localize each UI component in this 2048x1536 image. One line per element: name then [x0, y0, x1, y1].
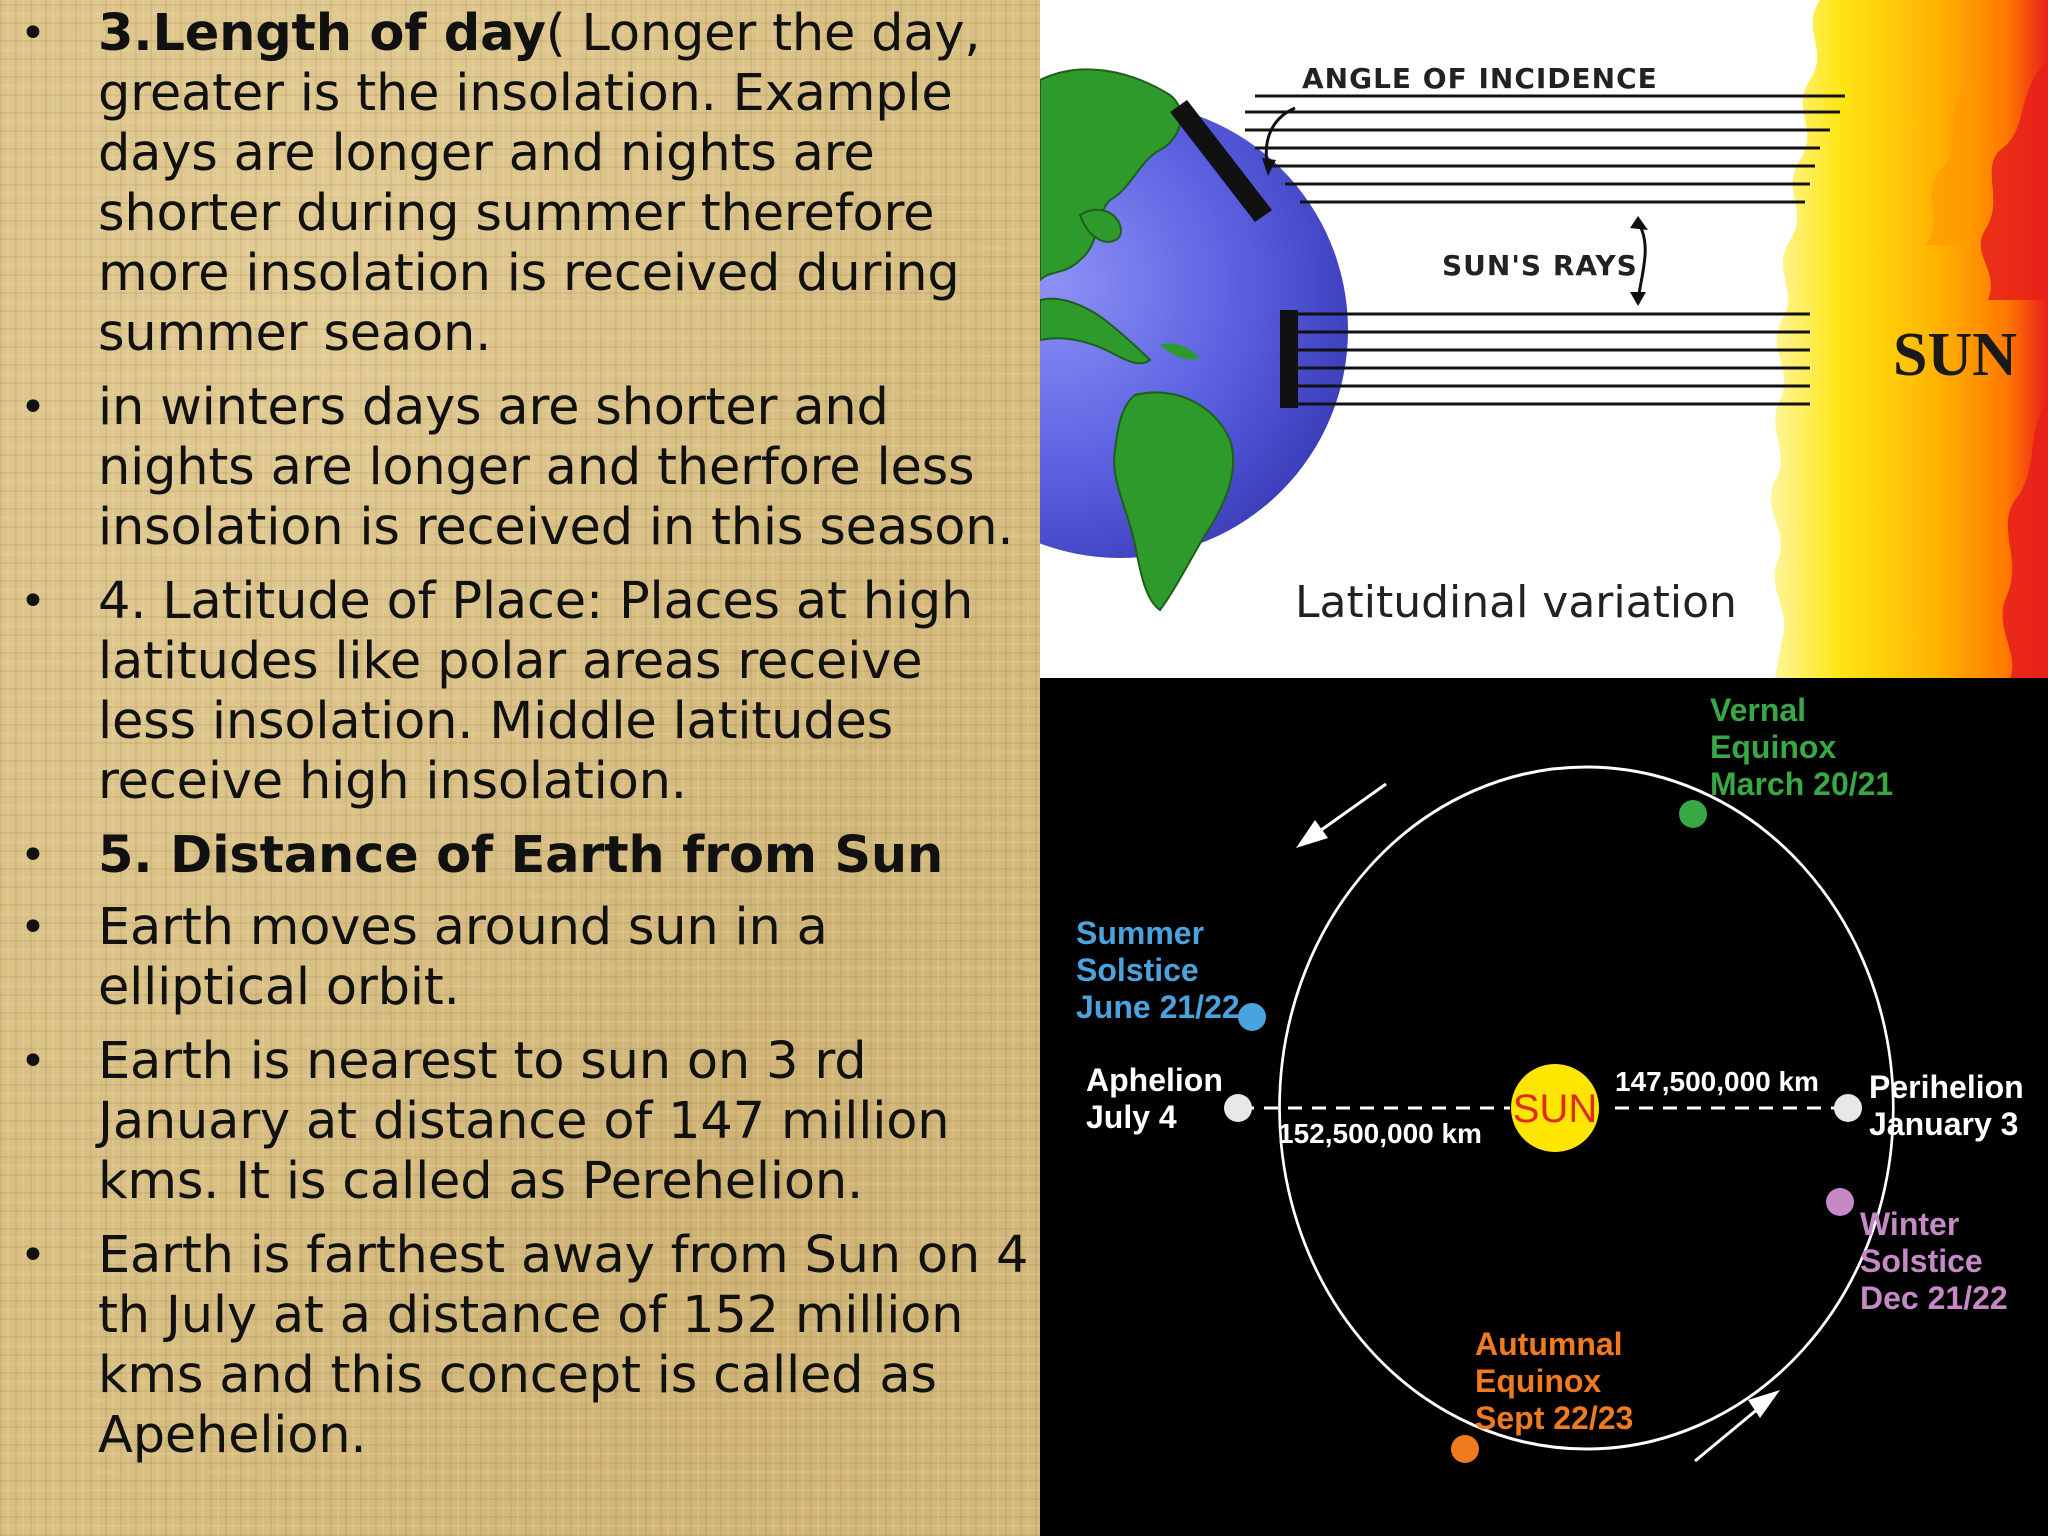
bullet-text: Earth is nearest to sun on 3 rd January at distance of 147 million kms. It is called as Perehelion.: [98, 1032, 950, 1211]
latitudinal-variation-svg: [1040, 0, 2048, 678]
summer-line-2: Solstice: [1076, 952, 1199, 988]
vernal-equinox-marker: [1679, 800, 1707, 828]
vernal-line-2: Equinox: [1710, 729, 1837, 765]
bullet-winters: [0, 378, 1030, 558]
bullet-text: Earth is farthest away from Sun on 4 th July at a distance of 152 million kms and this concept is called as Apehelion.: [98, 1226, 1029, 1465]
bullet-latitude: [0, 572, 1030, 812]
vernal-equinox-label: [1710, 692, 1893, 802]
aphelion-label: [1086, 1062, 1223, 1135]
bullet-text: 4. Latitude of Place: Places at high latitudes like polar areas receive less insolation. Middle latitudes receive high insolation.: [98, 572, 974, 811]
aphelion-marker: [1224, 1094, 1252, 1122]
winter-line-2: Solstice: [1860, 1243, 1983, 1279]
rays-arrow-top: [1630, 216, 1648, 230]
summer-line-1: Summer: [1076, 915, 1205, 951]
earth-orbit-svg: [1040, 678, 2048, 1536]
bullet-heading: 3.Length of day: [98, 4, 546, 63]
sun-label: SUN: [1892, 321, 2018, 389]
rays-spacing-arrow: [1638, 222, 1645, 300]
bullet-elliptical-orbit: [0, 898, 1030, 1018]
bullet-text: in winters days are shorter and nights are longer and therfore less insolation is received in this season.: [98, 378, 1014, 557]
bullet-length-of-day: [0, 4, 1030, 364]
autumnal-equinox-marker: [1451, 1435, 1479, 1463]
bullet-distance-heading: [0, 826, 1030, 886]
winter-line-1: Winter: [1860, 1206, 1960, 1242]
vernal-line-3: March 20/21: [1710, 766, 1894, 802]
bullet-text: ( Longer the day, greater is the insolation. Example days are longer and nights are shorter during summer therefore more insolation is received during summer seaon.: [98, 4, 981, 363]
winter-solstice-label: [1860, 1206, 2008, 1316]
bullet-text: Earth moves around sun in a elliptical orbit.: [98, 898, 828, 1017]
perihelion-marker: [1834, 1094, 1862, 1122]
winter-solstice-marker: [1826, 1188, 1854, 1216]
perihelion-line-1: Perihelion: [1869, 1069, 2024, 1105]
vernal-line-1: Vernal: [1710, 692, 1807, 728]
summer-solstice-label: [1076, 915, 1240, 1025]
autumnal-line-3: Sept 22/23: [1475, 1400, 1634, 1436]
suns-rays-label: SUN'S RAYS: [1442, 249, 1638, 282]
lower-ray-bundle: [1290, 314, 1810, 404]
angle-of-incidence-label: ANGLE OF INCIDENCE: [1302, 62, 1658, 95]
aphelion-distance-label: 152,500,000 km: [1278, 1118, 1482, 1149]
perihelion-label: [1869, 1069, 2024, 1142]
bullet-list: [0, 4, 1030, 1480]
autumnal-line-2: Equinox: [1475, 1363, 1602, 1399]
autumnal-line-1: Autumnal: [1475, 1326, 1623, 1362]
flat-surface-bar: [1280, 310, 1298, 408]
south-america-landmass: [1114, 392, 1233, 610]
sun-label: SUN: [1512, 1087, 1598, 1131]
summer-solstice-marker: [1238, 1003, 1266, 1031]
perihelion-line-2: January 3: [1869, 1106, 2019, 1142]
rays-arrow-bottom: [1630, 292, 1646, 306]
autumnal-equinox-label: [1475, 1326, 1633, 1436]
latitudinal-variation-figure: [1040, 0, 2048, 678]
earth-orbit-figure: [1040, 678, 2048, 1536]
winter-line-3: Dec 21/22: [1860, 1280, 2008, 1316]
aphelion-line-2: July 4: [1086, 1099, 1177, 1135]
bullet-aphelion: [0, 1226, 1030, 1466]
figure-caption: Latitudinal variation: [1295, 577, 1737, 628]
upper-ray-bundle: [1245, 96, 1845, 202]
orbit-direction-arrowhead-top: [1296, 820, 1328, 848]
summer-line-3: June 21/22: [1076, 989, 1240, 1025]
bullet-perihelion: [0, 1032, 1030, 1212]
bullet-heading: 5. Distance of Earth from Sun: [98, 826, 944, 885]
perihelion-distance-label: 147,500,000 km: [1615, 1066, 1819, 1097]
orbit-direction-arrow-bottom: [1695, 1403, 1765, 1461]
aphelion-line-1: Aphelion: [1086, 1062, 1223, 1098]
